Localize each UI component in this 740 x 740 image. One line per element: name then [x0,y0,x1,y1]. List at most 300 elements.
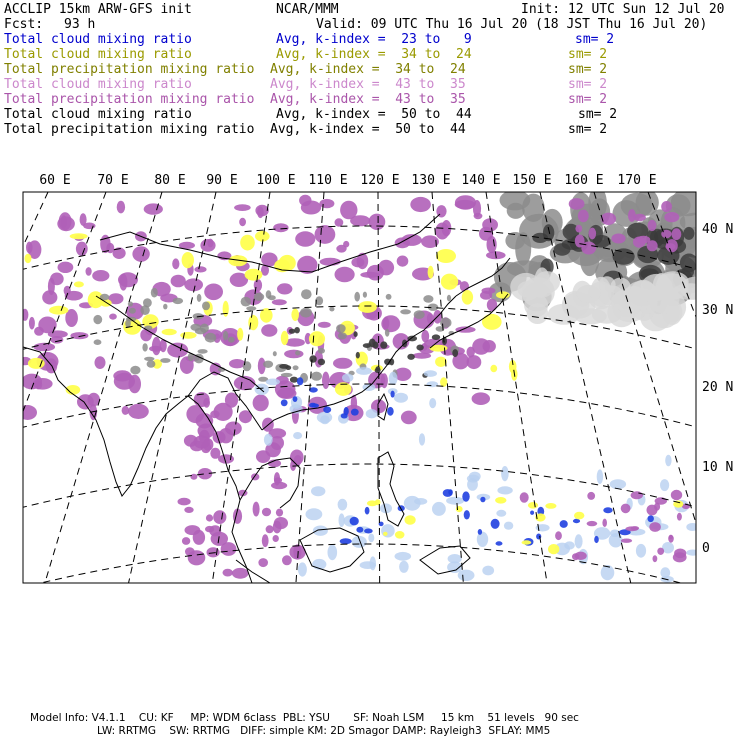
cloud-blob [628,209,636,222]
field-name: Total cloud mixing ratio [4,77,192,92]
cloud-blob [333,358,352,369]
cloud-blob [59,212,72,230]
cloud-blob [281,399,288,406]
cloud-blob [315,225,336,244]
cloud-blob [264,434,273,446]
cloud-blob [441,274,458,290]
cloud-blob [213,510,226,524]
cloud-blob [281,331,289,345]
cloud-blob [496,541,503,545]
init-time: Init: 12 UTC Sun 12 Jul 20 [521,2,725,17]
cloud-blob [343,241,349,248]
cloud-blob [482,566,494,576]
cloud-blob [648,515,654,522]
cloud-blob [381,315,400,332]
cloud-blob [272,299,287,305]
cloud-blob [686,550,699,556]
cloud-blob [295,231,315,246]
cloud-blob [284,350,303,359]
longitude-label: 150 E [512,173,552,188]
cloud-blob [254,293,264,301]
longitude-line [0,192,106,583]
cloud-blob [621,539,632,543]
cloud-blob [397,256,409,267]
cloud-blob [173,298,184,304]
cloud-blob [385,329,390,337]
cloud-blob [291,309,299,321]
cloud-blob [301,289,312,299]
cloud-blob [673,552,687,562]
cloud-blob [356,352,360,359]
cloud-blob [569,198,585,210]
cloud-blob [276,509,283,517]
cloud-blob [587,521,598,526]
cloud-blob [487,236,497,253]
cloud-blob [597,469,603,484]
cloud-blob [74,281,84,287]
field-smoothing: sm= 2 [568,77,608,92]
cloud-blob [282,555,292,565]
cloud-blob [293,365,299,370]
cloud-blob [232,568,249,579]
cloud-blob [184,278,203,291]
cloud-blob [151,288,158,298]
cloud-blob [501,466,509,481]
cloud-blob [261,324,277,336]
cloud-blob [33,378,53,390]
model-info-line2: LW: RRTMG SW: RRTMG DIFF: simple KM: 2D Smagor DAMP: Rayleigh3 SFLAY: MM5 [97,725,551,737]
cloud-blob [482,314,502,330]
cloud-blob [342,374,353,383]
forecast-hours: 93 h [64,17,96,32]
cloud-blob [323,406,331,413]
cloud-blob [147,360,156,368]
cloud-blob [190,474,197,480]
cloud-blob [239,218,246,226]
field-k-index: Avg, k-index = 50 to 44 [270,122,466,137]
cloud-blob [48,278,55,295]
cloud-blob [205,526,214,532]
cloud-blob [495,497,506,504]
cloud-blob [293,396,298,402]
cloud-blob [281,373,293,377]
cloud-blob [636,544,646,558]
cloud-blob [577,285,601,303]
cloud-blob [664,212,679,222]
cloud-blob [335,218,344,226]
cloud-blob [350,215,370,226]
cloud-blob [662,300,682,325]
longitude-label: 110 E [308,173,348,188]
cloud-blob [655,497,667,504]
cloud-blob [223,569,233,577]
cloud-blob [423,295,433,303]
field-name: Total precipitation mixing ratio [4,92,255,107]
cloud-blob [363,292,367,298]
cloud-blob [603,507,612,513]
cloud-blob [306,508,323,520]
cloud-blob [328,545,338,561]
cloud-blob [602,519,607,527]
cloud-blob [142,343,147,351]
cloud-blob [520,492,529,503]
cloud-blob [395,531,405,539]
cloud-blob [435,223,449,240]
cloud-blob [375,368,381,373]
longitude-label: 160 E [564,173,604,188]
cloud-blob [340,538,352,544]
cloud-blob [271,436,284,450]
longitude-label: 70 E [97,173,129,188]
cloud-blob [338,332,347,339]
cloud-blob [354,331,358,337]
cloud-blob [455,200,476,209]
cloud-blob [369,214,386,230]
latitude-label: 0 [702,541,710,556]
cloud-blob [202,302,210,311]
cloud-blob [653,555,658,562]
cloud-blob [380,341,387,348]
cloud-blob [130,366,140,375]
cloud-blob [263,361,273,368]
longitude-label: 140 E [461,173,501,188]
field-name: Total precipitation mixing ratio [4,122,255,137]
cloud-blob [575,534,583,548]
cloud-blob [228,337,235,343]
cloud-blob [200,239,215,252]
cloud-blob [358,301,377,313]
cloud-blob [677,513,682,521]
cloud-blob [648,220,657,231]
cloud-blob [440,318,451,328]
cloud-blob [245,269,263,281]
cloud-blob [427,381,439,387]
cloud-blob [255,231,270,242]
cloud-blob [86,267,92,276]
model-info-line1: Model Info: V4.1.1 CU: KF MP: WDM 6class PBL: YSU SF: Noah LSM 15 km 51 levels 90 sec [30,712,579,724]
cloud-blob [210,410,219,418]
cloud-blob [206,514,213,521]
cloud-blob [647,240,658,251]
cloud-blob [435,357,447,367]
field-name: Total cloud mixing ratio [4,32,192,47]
cloud-blob [522,277,555,307]
cloud-blob [320,258,341,266]
cloud-blob [273,535,279,542]
field-name: Total cloud mixing ratio [4,47,192,62]
cloud-blob [381,524,395,537]
cloud-blob [394,393,408,403]
cloud-blob [473,200,481,217]
cloud-blob [298,562,307,576]
cloud-blob [262,508,271,517]
cloud-blob [480,291,492,300]
cloud-blob [672,228,682,240]
longitude-label: 90 E [206,173,238,188]
field-k-index: Avg, k-index = 34 to 24 [270,62,466,77]
cloud-blob [268,295,276,300]
cloud-blob [279,255,296,271]
cloud-blob [113,370,131,381]
cloud-blob [160,358,170,363]
cloud-blob [198,349,208,354]
cloud-blob [578,210,589,223]
cloud-blob [318,322,331,328]
cloud-blob [560,520,568,528]
cloud-blob [548,544,559,554]
cloud-blob [118,272,138,287]
cloud-blob [631,491,643,499]
cloud-blob [395,552,412,561]
field-k-index: Avg, k-index = 34 to 24 [276,47,472,62]
cloud-blob [447,295,451,302]
longitude-label: 100 E [256,173,296,188]
cloud-blob [413,353,432,359]
cloud-blob [122,406,130,415]
cloud-blob [338,499,348,511]
field-smoothing: sm= 2 [568,122,608,137]
cloud-blob [300,308,312,318]
cloud-blob [311,486,325,496]
cloud-blob [504,522,513,530]
longitude-label: 60 E [39,173,71,188]
cloud-blob [436,249,456,263]
cloud-blob [487,299,497,312]
cloud-blob [299,195,311,206]
cloud-blob [391,391,395,398]
cloud-blob [647,505,658,516]
organization: NCAR/MMM [276,2,339,17]
cloud-blob [144,203,163,214]
cloud-blob [182,537,190,545]
cloud-blob [285,365,291,370]
cloud-blob [162,329,177,335]
cloud-blob [243,361,252,371]
cloud-blob [357,253,369,269]
cloud-blob [221,542,237,556]
cloud-blob [530,511,534,515]
cloud-blob [273,351,277,356]
cloud-blob [497,486,512,494]
cloud-blob [313,526,328,536]
cloud-blob [669,535,673,539]
cloud-blob [92,270,109,281]
cloud-blob [294,327,300,333]
cloud-blob [94,339,102,345]
cloud-blob [671,490,682,500]
field-name: Total cloud mixing ratio [4,107,192,122]
cloud-blob [462,290,473,305]
cloud-blob [686,523,698,531]
cloud-blob [201,442,211,453]
cloud-blob [665,455,671,467]
longitude-line [296,192,324,583]
field-smoothing: sm= 2 [568,47,608,62]
cloud-blob [152,337,161,355]
cloud-blob [234,204,251,211]
cloud-blob [336,324,346,333]
cloud-blob [274,472,280,485]
cloud-blob [666,239,678,252]
cloud-blob [469,472,481,482]
cloud-blob [219,428,233,443]
field-smoothing: sm= 2 [568,92,608,107]
cloud-blob [194,266,206,272]
cloud-blob [440,377,447,387]
cloud-blob [354,292,360,302]
latitude-line [20,384,700,428]
cloud-blob [195,328,206,335]
longitude-label: 170 E [617,173,657,188]
cloud-blob [671,189,705,217]
latitude-labels [702,222,733,556]
cloud-blob [419,433,425,445]
cloud-blob [319,199,334,208]
longitude-label: 120 E [360,173,400,188]
cloud-blob [601,565,615,580]
cloud-blob [507,203,525,219]
cloud-blob [407,354,415,360]
cloud-blob [383,532,388,536]
cloud-blob [462,491,469,501]
field-k-index: Avg, k-index = 50 to 44 [276,107,472,122]
cloud-blob [273,223,288,232]
cloud-blob [594,536,599,543]
cloud-blob [480,497,485,503]
cloud-blob [223,331,228,341]
cloud-blob [76,242,88,256]
cloud-blob [132,246,149,262]
cloud-blob [335,267,355,282]
cloud-blob [129,308,136,314]
cloud-blob [312,404,319,408]
cloud-blob [29,317,35,330]
cloud-blob [309,355,316,362]
cloud-blob [611,234,625,244]
cloud-blob [184,507,193,513]
cloud-blob [428,266,434,279]
model-title: ACCLIP 15km ARW-GFS init [4,2,192,17]
cloud-blob [293,432,302,439]
cloud-blob [683,227,694,240]
cloud-blob [257,207,264,219]
cloud-blob [58,262,74,273]
cloud-blob [171,275,186,288]
cloud-blob [277,283,292,294]
cloud-blob [253,395,269,412]
cloud-blob [320,415,330,424]
cloud-blob [184,435,198,447]
cloud-blob [581,242,596,255]
cloud-blob [401,411,417,425]
field-k-index: Avg, k-index = 43 to 35 [270,77,466,92]
latitude-line [20,464,700,508]
cloud-blob [610,479,626,489]
cloud-blob [601,213,616,225]
cloud-blob [256,450,270,463]
cloud-blob [258,558,268,567]
cloud-blob [386,294,392,300]
cloud-blob [455,326,475,332]
cloud-blob [237,328,243,341]
cloud-blob [172,258,179,269]
cloud-blob [446,497,464,505]
cloud-blob [266,525,274,533]
cloud-blob [660,479,669,491]
cloud-blob [180,332,196,339]
cloud-blob [109,314,117,320]
cloud-blob [424,370,437,377]
cloud-blob [421,330,429,342]
cloud-blob [400,309,411,314]
cloud-blob [575,552,587,560]
cloud-blob [144,357,154,361]
cloud-blob [555,531,562,540]
cloud-blob [163,304,167,310]
cloud-blob [574,512,584,520]
cloud-blob [341,413,348,418]
cloud-blob [366,409,378,418]
cloud-blob [318,359,325,366]
cloud-blob [350,517,359,526]
cloud-blob [483,340,496,352]
cloud-blob [253,502,260,517]
cloud-blob [193,530,205,545]
longitude-label: 130 E [411,173,451,188]
cloud-blob [18,405,37,420]
cloud-blob [351,409,359,416]
field-smoothing: sm= 2 [578,107,618,122]
cloud-blob [387,407,394,416]
cloud-blob [83,223,95,230]
latitude-label: 10 N [702,460,734,475]
cloud-blob [587,492,595,500]
cloud-blob [443,489,453,497]
cloud-blob [365,507,370,515]
cloud-blob [554,243,571,256]
cloud-blob [241,297,251,307]
cloud-blob [34,327,44,336]
cloud-blob [575,225,582,233]
cloud-blob [266,379,280,386]
cloud-blob [522,540,532,544]
cloud-blob [367,265,384,281]
cloud-blob [48,330,68,338]
cloud-blob [364,529,373,534]
cloud-blob [240,235,255,251]
cloud-blob [182,252,194,268]
cloud-blob [478,529,482,535]
cloud-blob [322,372,330,389]
latitude-label: 40 N [702,222,734,237]
cloud-blob [297,377,303,385]
cloud-blob [289,329,296,334]
cloud-blob [273,521,282,534]
cloud-blob [70,233,88,239]
cloud-blob [370,556,376,570]
cloud-blob [369,339,376,348]
cloud-blob [117,201,125,214]
cloud-blob [589,228,597,240]
cloud-blob [528,502,538,509]
cloud-blob [410,197,431,212]
field-smoothing: sm= 2 [575,32,615,47]
cloud-blob [28,358,45,369]
cloud-blob [464,510,470,519]
field-smoothing: sm= 2 [568,62,608,77]
field-k-index: Avg, k-index = 43 to 35 [270,92,466,107]
cloud-blob [318,348,325,354]
